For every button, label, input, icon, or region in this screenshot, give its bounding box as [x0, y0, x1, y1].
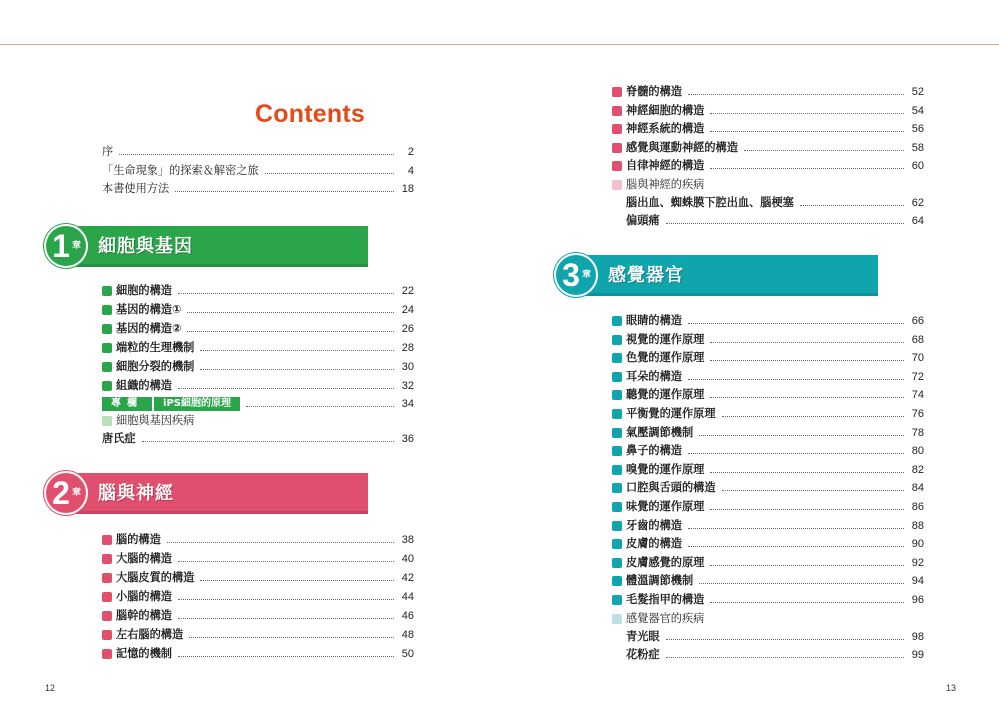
leader-dots — [699, 583, 904, 584]
leader-dots — [800, 205, 904, 206]
entry-label: 嗅覺的運作原理 — [626, 462, 705, 476]
page-number: 86 — [911, 501, 924, 513]
leader-dots — [119, 154, 394, 155]
page-number: 30 — [401, 361, 414, 373]
toc-entry — [612, 462, 924, 478]
toc-entry — [612, 369, 924, 385]
leader-dots — [710, 565, 904, 566]
toc-entry — [612, 350, 924, 366]
page-number: 28 — [401, 342, 414, 354]
bullet-square-icon — [102, 343, 112, 353]
entry-label: 皮膚的構造 — [626, 537, 682, 551]
entry-label: 基因的構造② — [116, 322, 182, 335]
folio-right: 13 — [946, 683, 957, 693]
bullet-square-icon — [612, 465, 622, 475]
special-column-topic: iPS細胞的原理 — [154, 397, 240, 411]
bullet-square-icon — [102, 630, 112, 640]
page-number: 44 — [401, 591, 414, 603]
entry-label: 序 — [102, 145, 114, 158]
toc-entry — [612, 313, 924, 329]
toc-entry — [102, 627, 414, 643]
toc-entry — [612, 443, 924, 459]
bullet-square-icon — [102, 611, 112, 621]
entry-label: 小腦的構造 — [116, 590, 172, 603]
leader-dots — [265, 173, 394, 174]
bullet-square-icon — [612, 372, 622, 382]
toc-entry — [102, 608, 414, 624]
leader-dots — [688, 528, 904, 529]
entry-label: 耳朵的構造 — [626, 369, 682, 383]
toc-entry — [612, 536, 924, 552]
toc-entry — [102, 646, 414, 662]
bullet-square-icon — [612, 576, 622, 586]
leader-dots — [710, 342, 904, 343]
toc-entry-intro — [102, 163, 414, 179]
leader-dots — [187, 331, 394, 332]
page-number: 92 — [911, 556, 924, 569]
bullet-square-icon — [612, 409, 622, 419]
toc-entry — [612, 480, 924, 496]
bullet-square-icon — [102, 535, 112, 545]
leader-dots — [722, 490, 904, 491]
chapter-banner-3 — [556, 255, 878, 293]
toc-entry — [102, 321, 414, 337]
bullet-square-icon — [612, 124, 622, 134]
toc-entry — [612, 158, 924, 174]
leader-dots — [710, 397, 904, 398]
entry-label: 左右腦的構造 — [116, 628, 184, 641]
toc-entry-disease — [102, 431, 414, 447]
bullet-square-icon — [102, 573, 112, 583]
page-number: 32 — [401, 380, 414, 392]
special-column-entry — [102, 397, 414, 411]
page-number: 34 — [401, 398, 414, 410]
bullet-square-icon — [102, 362, 112, 372]
bullet-square-icon — [102, 649, 112, 659]
entry-label: 氣壓調節機制 — [626, 425, 694, 439]
special-column-label: 專欄 — [102, 397, 152, 411]
page-number: 18 — [401, 183, 414, 195]
entry-label: 細胞的構造 — [116, 284, 172, 297]
page-number: 76 — [911, 408, 924, 420]
entry-label: 細胞分裂的機制 — [116, 360, 195, 373]
leader-dots — [710, 113, 904, 114]
entry-label: 感覺與運動神經的構造 — [626, 140, 738, 154]
leader-dots — [688, 323, 904, 324]
leader-dots — [710, 360, 904, 361]
bullet-square-icon — [612, 390, 622, 400]
toc-entry — [612, 103, 924, 119]
toc-entry — [612, 592, 924, 608]
page-number: 2 — [407, 146, 414, 158]
leader-dots — [699, 435, 904, 436]
page-title: Contents — [255, 100, 365, 128]
entry-label: 味覺的運作原理 — [626, 500, 705, 513]
bullet-square-icon — [102, 305, 112, 315]
bullet-square-icon — [102, 416, 112, 426]
entry-label: 平衡覺的運作原理 — [626, 407, 716, 420]
entry-label: 神經系統的構造 — [626, 122, 705, 135]
entry-label: 毛髮指甲的構造 — [626, 593, 705, 606]
bullet-square-icon — [612, 595, 622, 605]
bullet-square-icon — [612, 558, 622, 568]
entry-label: 組織的構造 — [116, 379, 172, 392]
leader-dots — [187, 312, 394, 313]
entry-label: 花粉症 — [626, 648, 660, 661]
entry-label: 脊髓的構造 — [626, 85, 682, 98]
entry-label: 唐氏症 — [102, 432, 136, 445]
leader-dots — [178, 599, 394, 600]
leader-dots — [666, 223, 904, 224]
toc-entry — [612, 555, 924, 571]
page-number: 22 — [401, 285, 414, 297]
entry-label: 大腦的構造 — [116, 552, 172, 565]
entry-label: 記憶的機制 — [116, 647, 172, 660]
page-number: 94 — [911, 575, 924, 588]
toc-entry — [612, 573, 924, 589]
toc-entry — [612, 518, 924, 534]
bullet-square-icon — [102, 381, 112, 391]
toc-entry-disease — [626, 647, 924, 663]
chapter-title: 感覺器官 — [608, 265, 684, 286]
bullet-square-icon — [612, 483, 622, 493]
bullet-square-icon — [612, 316, 622, 326]
leader-dots — [722, 416, 904, 417]
leader-dots — [167, 542, 394, 543]
entry-label: 感覺器官的疾病 — [626, 612, 705, 625]
page-number: 46 — [401, 610, 414, 622]
entry-label: 自律神經的構造 — [626, 159, 705, 172]
page-number: 60 — [911, 160, 924, 172]
toc-entry — [612, 140, 924, 156]
entry-label: 「生命現象」的探索＆解密之旅 — [102, 163, 259, 177]
entry-label: 本書使用方法 — [102, 182, 170, 195]
entry-label: 基因的構造① — [116, 303, 182, 316]
leader-dots — [688, 379, 904, 380]
entry-label: 眼睛的構造 — [626, 314, 682, 327]
entry-label: 口腔與舌頭的構造 — [626, 481, 716, 495]
toc-entry — [612, 84, 924, 100]
toc-entry-intro — [102, 144, 414, 160]
entry-label: 端粒的生理機制 — [116, 341, 195, 354]
page-number: 98 — [911, 631, 924, 643]
bullet-square-icon — [612, 502, 622, 512]
chapter-number: 1 — [52, 228, 70, 264]
toc-entry — [612, 387, 924, 403]
entry-label: 聽覺的運作原理 — [626, 388, 705, 402]
page-number: 38 — [401, 534, 414, 546]
disease-heading — [102, 413, 302, 429]
chapter-banner-2 — [46, 473, 368, 511]
leader-dots — [710, 131, 904, 132]
leader-dots — [710, 168, 904, 169]
toc-entry — [102, 340, 414, 356]
page-number: 70 — [911, 352, 924, 365]
page-number: 66 — [911, 315, 924, 327]
leader-dots — [710, 472, 904, 473]
page-number: 4 — [407, 164, 414, 177]
toc-entry — [612, 499, 924, 515]
entry-label: 體溫調節機制 — [626, 574, 694, 588]
chapter-zhang: 章 — [582, 270, 592, 280]
leader-dots — [666, 639, 904, 640]
toc-entry — [102, 589, 414, 605]
toc-entry — [102, 359, 414, 375]
toc-entry — [102, 532, 414, 548]
leader-dots — [666, 657, 904, 658]
leader-dots — [200, 369, 394, 370]
chapter-title: 細胞與基因 — [98, 236, 193, 257]
toc-entry — [612, 406, 924, 422]
leader-dots — [178, 656, 394, 657]
leader-dots — [189, 637, 394, 638]
page-number: 52 — [911, 86, 924, 98]
bullet-square-icon — [612, 87, 622, 97]
leader-dots — [246, 406, 394, 407]
leader-dots — [710, 602, 904, 603]
leader-dots — [688, 453, 904, 454]
toc-entry-disease — [626, 629, 924, 645]
bullet-square-icon — [102, 554, 112, 564]
entry-label: 偏頭痛 — [626, 214, 660, 227]
toc-entry-intro — [102, 181, 414, 197]
bullet-square-icon — [612, 335, 622, 345]
chapter-title: 腦與神經 — [98, 483, 174, 504]
toc-entry — [612, 425, 924, 441]
page-number: 58 — [911, 141, 924, 154]
entry-label: 皮膚感覺的原理 — [626, 555, 705, 569]
bullet-square-icon — [102, 592, 112, 602]
toc-entry — [102, 551, 414, 567]
leader-dots — [178, 293, 394, 294]
page-number: 88 — [911, 519, 924, 532]
entry-label: 腦與神經的疾病 — [626, 178, 705, 191]
page-number: 82 — [911, 463, 924, 476]
disease-heading — [612, 177, 812, 193]
page-number: 62 — [911, 197, 924, 209]
chapter-number: 2 — [52, 475, 70, 511]
page-number: 78 — [911, 426, 924, 439]
leader-dots — [142, 441, 394, 442]
page-number: 68 — [911, 333, 924, 346]
page-number: 26 — [401, 323, 414, 335]
page-number: 80 — [911, 445, 924, 458]
entry-label: 腦的構造 — [116, 533, 161, 546]
entry-label: 鼻子的構造 — [626, 444, 682, 458]
page-number: 40 — [401, 553, 414, 565]
leader-dots — [178, 388, 394, 389]
page-number: 54 — [911, 104, 924, 117]
entry-label: 色覺的運作原理 — [626, 351, 705, 365]
bullet-square-icon — [612, 161, 622, 171]
leader-dots — [175, 191, 394, 192]
toc-entry-disease — [626, 195, 924, 211]
page-number: 74 — [911, 389, 924, 402]
entry-label: 細胞與基因疾病 — [116, 414, 195, 427]
bullet-square-icon — [102, 324, 112, 334]
leader-dots — [744, 150, 904, 151]
entry-label: 神經細胞的構造 — [626, 103, 705, 117]
chapter-zhang: 章 — [72, 241, 82, 251]
disease-heading — [612, 611, 812, 627]
bullet-square-icon — [612, 180, 622, 190]
page-number: 99 — [911, 649, 924, 661]
bullet-square-icon — [612, 143, 622, 153]
toc-entry — [102, 283, 414, 299]
bullet-square-icon — [612, 521, 622, 531]
page-number: 64 — [911, 215, 924, 227]
leader-dots — [178, 618, 394, 619]
chapter-banner-1 — [46, 226, 368, 264]
bullet-square-icon — [612, 353, 622, 363]
page-number: 90 — [911, 538, 924, 551]
chapter-number: 3 — [562, 257, 580, 293]
page-number: 96 — [911, 594, 924, 606]
toc-entry — [612, 121, 924, 137]
entry-label: 牙齒的構造 — [626, 518, 682, 532]
entry-label: 視覺的運作原理 — [626, 332, 705, 346]
top-rule — [0, 44, 999, 45]
page-number: 42 — [401, 572, 414, 584]
leader-dots — [710, 509, 904, 510]
toc-entry — [102, 378, 414, 394]
page-number: 84 — [911, 482, 924, 495]
entry-label: 大腦皮質的構造 — [116, 571, 195, 584]
page-number: 72 — [911, 370, 924, 383]
page-number: 24 — [401, 304, 414, 316]
leader-dots — [178, 561, 394, 562]
toc-entry-disease — [626, 213, 924, 229]
page-number: 48 — [401, 629, 414, 641]
bullet-square-icon — [612, 106, 622, 116]
chapter-zhang: 章 — [72, 488, 82, 498]
leader-dots — [688, 546, 904, 547]
bullet-square-icon — [612, 446, 622, 456]
page-number: 36 — [401, 433, 414, 445]
entry-label: 腦出血、蜘蛛膜下腔出血、腦梗塞 — [626, 196, 794, 209]
page-number: 50 — [401, 648, 414, 660]
folio-left: 12 — [45, 683, 56, 693]
leader-dots — [688, 94, 904, 95]
bullet-square-icon — [612, 614, 622, 624]
toc-entry — [612, 332, 924, 348]
entry-label: 腦幹的構造 — [116, 609, 172, 622]
toc-entry — [102, 570, 414, 586]
entry-label: 青光眼 — [626, 630, 660, 643]
leader-dots — [200, 580, 394, 581]
leader-dots — [200, 350, 394, 351]
bullet-square-icon — [612, 539, 622, 549]
bullet-square-icon — [612, 428, 622, 438]
toc-entry — [102, 302, 414, 318]
bullet-square-icon — [102, 286, 112, 296]
page-number: 56 — [911, 123, 924, 135]
